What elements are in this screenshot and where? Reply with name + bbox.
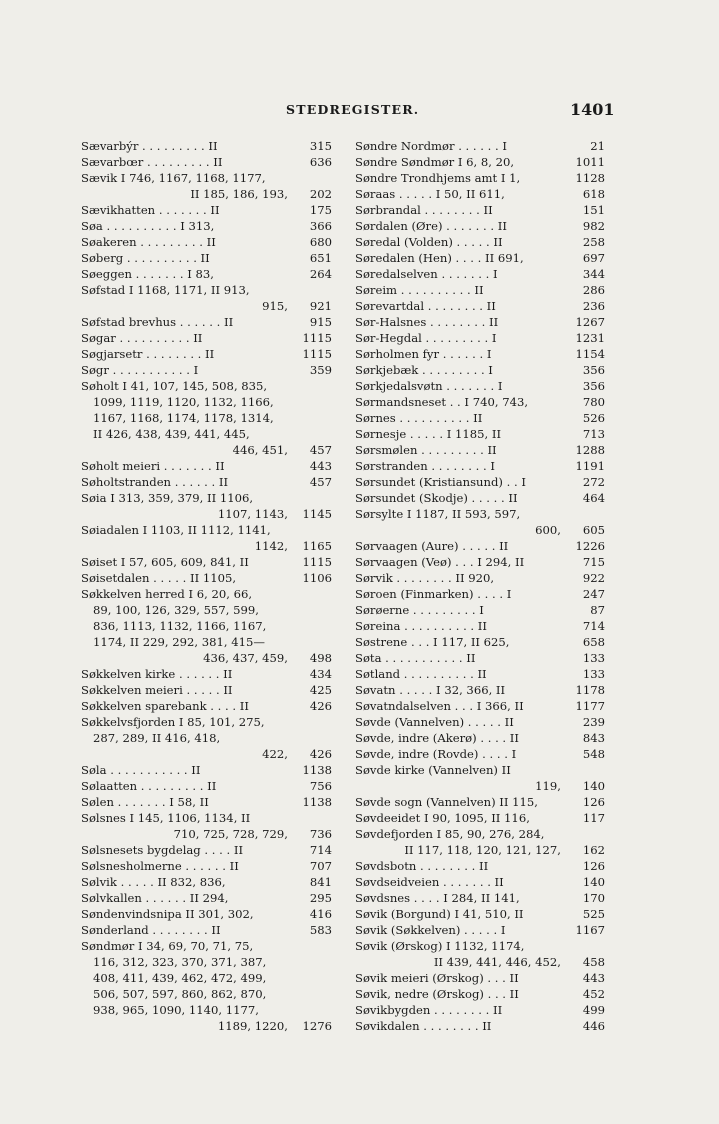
entry-headword-line: Søstrene . . . I 117, II 625,: [355, 635, 510, 649]
entry-page-ref: 452: [582, 987, 605, 1001]
entry-continuation-line: II 117, 118, 120, 121, 127,: [404, 843, 561, 857]
entry-continuation-line: 938, 965, 1090, 1140, 1177,: [93, 1003, 259, 1017]
index-entry: [355, 826, 605, 858]
entry-page-ref: 140: [582, 779, 605, 793]
entry-headword-line: Sørnes . . . . . . . . . . II: [355, 411, 483, 425]
entry-headword-line: Sørsylte I 1187, II 593, 597,: [355, 507, 521, 521]
entry-page-ref: 443: [582, 971, 605, 985]
index-column-left: [81, 138, 332, 1034]
entry-headword-line: Sølvik . . . . . II 832, 836,: [81, 875, 226, 889]
entry-headword-line: Søakeren . . . . . . . . . II: [81, 235, 216, 249]
entry-headword-line: Sørvaagen (Veø) . . . I 294, II: [355, 555, 525, 569]
index-entry: [355, 138, 605, 154]
entry-headword-line: Søholtstranden . . . . . . II: [81, 475, 229, 489]
entry-headword-line: Sævikhatten . . . . . . . II: [81, 203, 220, 217]
entry-page-ref: 915: [309, 315, 332, 329]
entry-continuation-line: II 439, 441, 446, 452,: [433, 955, 561, 969]
index-entry: [81, 378, 332, 458]
entry-headword-line: Søgr . . . . . . . . . . . I: [81, 363, 199, 377]
entry-headword-line: Sørkjedalsvøtn . . . . . . . I: [355, 379, 503, 393]
entry-headword-line: Søredalen (Hen) . . . . II 691,: [355, 251, 524, 265]
entry-page-ref: 1267: [575, 315, 605, 329]
entry-headword-line: Sævik I 746, 1167, 1168, 1177,: [81, 171, 266, 185]
entry-page-ref: 247: [582, 587, 605, 601]
entry-continuation-line: 1107, 1143,: [217, 507, 288, 521]
index-entry: [355, 490, 605, 506]
page-number: 1401: [570, 100, 615, 119]
entry-headword-line: Søvde (Vannelven) . . . . . II: [355, 715, 514, 729]
entry-headword-line: Sølvkallen . . . . . . II 294,: [81, 891, 229, 905]
entry-page-ref: 356: [582, 363, 605, 377]
index-entry: [81, 330, 332, 346]
entry-headword-line: Søfstad brevhus . . . . . . II: [81, 315, 234, 329]
entry-headword-line: Sørholmen fyr . . . . . . I: [355, 347, 492, 361]
entry-page-ref: 425: [309, 683, 332, 697]
index-entry: [355, 202, 605, 218]
index-entry: [355, 730, 605, 746]
entry-page-ref: 1178: [575, 683, 605, 697]
entry-page-ref: 446: [582, 1019, 605, 1033]
index-entry: [355, 938, 605, 970]
index-entry: [355, 218, 605, 234]
entry-headword-line: Søvatn . . . . . I 32, 366, II: [355, 683, 506, 697]
entry-headword-line: Søredal (Volden) . . . . . II: [355, 235, 503, 249]
entry-page-ref: 714: [309, 843, 332, 857]
index-entry: [81, 314, 332, 330]
entry-headword-line: Søiadalen I 1103, II 1112, 1141,: [81, 523, 271, 537]
entry-headword-line: Søvik meieri (Ørskog) . . . II: [355, 971, 519, 985]
entry-headword-line: Sør-Halsnes . . . . . . . . II: [355, 315, 499, 329]
index-entry: [81, 218, 332, 234]
index-entry: [81, 938, 332, 1034]
index-entry: [81, 682, 332, 698]
index-entry: [355, 170, 605, 186]
entry-continuation-line: 710, 725, 728, 729,: [173, 827, 288, 841]
entry-page-ref: 1115: [302, 555, 332, 569]
index-entry: [81, 266, 332, 282]
entry-page-ref: 356: [582, 379, 605, 393]
entry-page-ref: 464: [582, 491, 605, 505]
index-entry: [81, 458, 332, 474]
index-entry: [355, 410, 605, 426]
index-entry: [355, 554, 605, 570]
entry-headword-line: Søisetdalen . . . . . II 1105,: [81, 571, 237, 585]
entry-headword-line: Sævarbœr . . . . . . . . . II: [81, 155, 223, 169]
entry-continuation-line: 836, 1113, 1132, 1166, 1167,: [93, 619, 267, 633]
entry-page-ref: 295: [309, 891, 332, 905]
entry-headword-line: Søndenvindsnipa II 301, 302,: [81, 907, 254, 921]
entry-continuation-line: 436, 437, 459,: [203, 651, 288, 665]
entry-headword-line: Sørnesje . . . . . I 1185, II: [355, 427, 502, 441]
entry-page-ref: 1288: [575, 443, 605, 457]
index-entry: [355, 442, 605, 458]
entry-headword-line: Søvik, nedre (Ørskog) . . . II: [355, 987, 519, 1001]
entry-headword-line: Søvdseidveien . . . . . . . II: [355, 875, 504, 889]
entry-page-ref: 707: [309, 859, 332, 873]
entry-page-ref: 843: [582, 731, 605, 745]
entry-continuation-line: 1189, 1220,: [217, 1019, 288, 1033]
entry-headword-line: Søvdeeidet I 90, 1095, II 116,: [355, 811, 530, 825]
index-entry: [81, 362, 332, 378]
index-entry: [355, 890, 605, 906]
entry-page-ref: 921: [309, 299, 332, 313]
entry-headword-line: Søvdefjorden I 85, 90, 276, 284,: [355, 827, 545, 841]
entry-continuation-line: II 426, 438, 439, 441, 445,: [93, 427, 250, 441]
entry-headword-line: Sørvaagen (Aure) . . . . . II: [355, 539, 509, 553]
index-entry: [81, 154, 332, 170]
entry-headword-line: Søeggen . . . . . . . I 83,: [81, 267, 214, 281]
index-entry: [355, 250, 605, 266]
entry-page-ref: 426: [309, 747, 332, 761]
entry-headword-line: Søraas . . . . . I 50, II 611,: [355, 187, 505, 201]
entry-page-ref: 87: [590, 603, 605, 617]
entry-page-ref: 651: [309, 251, 332, 265]
entry-continuation-line: II 185, 186, 193,: [190, 187, 288, 201]
entry-headword-line: Søroen (Finmarken) . . . . I: [355, 587, 512, 601]
index-entry: [355, 810, 605, 826]
entry-headword-line: Søla . . . . . . . . . . . II: [81, 763, 201, 777]
entry-page-ref: 525: [582, 907, 605, 921]
index-entry: [355, 378, 605, 394]
entry-continuation-line: 1174, II 229, 292, 381, 415—: [93, 635, 265, 649]
index-entry: [81, 794, 332, 810]
entry-page-ref: 713: [582, 427, 605, 441]
entry-page-ref: 264: [309, 267, 332, 281]
entry-headword-line: Søvikbygden . . . . . . . . II: [355, 1003, 503, 1017]
entry-headword-line: Søberg . . . . . . . . . . II: [81, 251, 210, 265]
entry-page-ref: 1106: [302, 571, 332, 585]
entry-headword-line: Søvdsnes . . . . I 284, II 141,: [355, 891, 520, 905]
entry-headword-line: Søvde kirke (Vannelven) II: [355, 763, 511, 777]
index-entry: [355, 570, 605, 586]
entry-page-ref: 526: [582, 411, 605, 425]
entry-headword-line: Søholt I 41, 107, 145, 508, 835,: [81, 379, 268, 393]
entry-page-ref: 175: [309, 203, 332, 217]
entry-page-ref: 1167: [575, 923, 605, 937]
entry-headword-line: Søvatndalselven . . . I 366, II: [355, 699, 524, 713]
entry-page-ref: 162: [582, 843, 605, 857]
entry-headword-line: Sørvik . . . . . . . . II 920,: [355, 571, 495, 585]
entry-page-ref: 1128: [575, 171, 605, 185]
entry-headword-line: Sørsundet (Skodje) . . . . . II: [355, 491, 518, 505]
entry-page-ref: 658: [582, 635, 605, 649]
entry-page-ref: 583: [309, 923, 332, 937]
index-entry: [81, 522, 332, 554]
index-entry: [355, 586, 605, 602]
index-entry: [81, 170, 332, 202]
entry-page-ref: 618: [582, 187, 605, 201]
index-entry: [81, 474, 332, 490]
entry-page-ref: 498: [309, 651, 332, 665]
index-entry: [81, 810, 332, 842]
entry-continuation-line: 287, 289, II 416, 418,: [93, 731, 221, 745]
entry-page-ref: 1165: [302, 539, 332, 553]
index-entry: [81, 714, 332, 762]
entry-continuation-line: 506, 507, 597, 860, 862, 870,: [93, 987, 267, 1001]
entry-continuation-line: 1142,: [254, 539, 288, 553]
entry-headword-line: Søholt meieri . . . . . . . II: [81, 459, 225, 473]
entry-headword-line: Sølsnesets bygdelag . . . . II: [81, 843, 244, 857]
entry-page-ref: 457: [309, 475, 332, 489]
entry-page-ref: 133: [582, 667, 605, 681]
entry-headword-line: Søtland . . . . . . . . . . II: [355, 667, 487, 681]
index-entry: [355, 426, 605, 442]
entry-page-ref: 922: [582, 571, 605, 585]
index-entry: [355, 602, 605, 618]
index-entry: [355, 234, 605, 250]
index-entry: [355, 506, 605, 538]
index-entry: [81, 282, 332, 314]
entry-page-ref: 736: [309, 827, 332, 841]
index-entry: [355, 362, 605, 378]
entry-continuation-line: 600,: [535, 523, 561, 537]
entry-continuation-line: 1167, 1168, 1174, 1178, 1314,: [93, 411, 274, 425]
entry-continuation-line: 119,: [535, 779, 561, 793]
entry-headword-line: Søvde sogn (Vannelven) II 115,: [355, 795, 538, 809]
index-entry: [355, 762, 605, 794]
index-entry: [355, 858, 605, 874]
entry-page-ref: 1226: [575, 539, 605, 553]
entry-page-ref: 457: [309, 443, 332, 457]
entry-page-ref: 170: [582, 891, 605, 905]
entry-page-ref: 344: [582, 267, 605, 281]
entry-page-ref: 982: [582, 219, 605, 233]
index-entry: [81, 234, 332, 250]
index-entry: [355, 746, 605, 762]
entry-continuation-line: 1099, 1119, 1120, 1132, 1166,: [93, 395, 274, 409]
entry-page-ref: 359: [309, 363, 332, 377]
entry-headword-line: Søgjarsetr . . . . . . . . II: [81, 347, 215, 361]
index-entry: [355, 330, 605, 346]
index-entry: [81, 346, 332, 362]
index-entry: [355, 618, 605, 634]
entry-page-ref: 1145: [302, 507, 332, 521]
entry-page-ref: 202: [309, 187, 332, 201]
entry-page-ref: 605: [582, 523, 605, 537]
entry-page-ref: 426: [309, 699, 332, 713]
entry-page-ref: 1138: [302, 763, 332, 777]
entry-page-ref: 117: [582, 811, 605, 825]
entry-page-ref: 258: [582, 235, 605, 249]
entry-headword-line: Søndre Søndmør I 6, 8, 20,: [355, 155, 515, 169]
index-entry: [355, 394, 605, 410]
entry-headword-line: Sølsnes I 145, 1106, 1134, II: [81, 811, 251, 825]
entry-headword-line: Søia I 313, 359, 379, II 1106,: [81, 491, 254, 505]
entry-continuation-line: 408, 411, 439, 462, 472, 499,: [93, 971, 267, 985]
index-entry: [355, 698, 605, 714]
index-entry: [355, 906, 605, 922]
index-entry: [81, 490, 332, 522]
entry-page-ref: 780: [582, 395, 605, 409]
entry-continuation-line: 446, 451,: [232, 443, 288, 457]
entry-headword-line: Sør-Hegdal . . . . . . . . . I: [355, 331, 497, 345]
entry-page-ref: 714: [582, 619, 605, 633]
entry-headword-line: Sørkjebæk . . . . . . . . . I: [355, 363, 493, 377]
index-entry: [81, 906, 332, 922]
index-entry: [355, 314, 605, 330]
entry-page-ref: 21: [590, 139, 605, 153]
index-entry: [81, 922, 332, 938]
index-entry: [355, 474, 605, 490]
entry-headword-line: Søa . . . . . . . . . . I 313,: [81, 219, 215, 233]
entry-page-ref: 239: [582, 715, 605, 729]
entry-page-ref: 756: [309, 779, 332, 793]
index-entry: [355, 682, 605, 698]
entry-headword-line: Søkkelven herred I 6, 20, 66,: [81, 587, 253, 601]
index-entry: [355, 154, 605, 170]
index-entry: [81, 778, 332, 794]
index-entry: [355, 538, 605, 554]
index-entry: [355, 874, 605, 890]
index-entry: [355, 922, 605, 938]
index-entry: [355, 282, 605, 298]
entry-headword-line: Sørøerne . . . . . . . . . I: [355, 603, 484, 617]
running-title: STEDREGISTER.: [286, 102, 420, 117]
entry-page-ref: 416: [309, 907, 332, 921]
entry-headword-line: Søkkelven kirke . . . . . . II: [81, 667, 233, 681]
index-entry: [81, 762, 332, 778]
index-entry: [355, 186, 605, 202]
entry-headword-line: Sølsnesholmerne . . . . . . II: [81, 859, 239, 873]
entry-headword-line: Sørsmølen . . . . . . . . . II: [355, 443, 497, 457]
entry-headword-line: Søvik (Søkkelven) . . . . . I: [355, 923, 506, 937]
entry-headword-line: Søkkelven meieri . . . . . II: [81, 683, 233, 697]
entry-headword-line: Sørstranden . . . . . . . . I: [355, 459, 495, 473]
entry-page-ref: 434: [309, 667, 332, 681]
entry-page-ref: 286: [582, 283, 605, 297]
page-header: [0, 100, 719, 124]
index-entry: [81, 250, 332, 266]
entry-headword-line: Sølen . . . . . . . I 58, II: [81, 795, 209, 809]
index-entry: [355, 986, 605, 1002]
entry-page-ref: 680: [309, 235, 332, 249]
entry-page-ref: 548: [582, 747, 605, 761]
entry-headword-line: Søndmør I 34, 69, 70, 71, 75,: [81, 939, 254, 953]
entry-page-ref: 458: [582, 955, 605, 969]
entry-page-ref: 697: [582, 251, 605, 265]
entry-page-ref: 236: [582, 299, 605, 313]
entry-page-ref: 1276: [302, 1019, 332, 1033]
index-column-right: [355, 138, 605, 1034]
index-entry: [355, 298, 605, 314]
entry-headword-line: Søreim . . . . . . . . . . II: [355, 283, 484, 297]
index-entry: [355, 794, 605, 810]
entry-headword-line: Søvde, indre (Akerø) . . . . II: [355, 731, 519, 745]
entry-headword-line: Søndre Nordmør . . . . . . I: [355, 139, 507, 153]
entry-page-ref: 1011: [575, 155, 605, 169]
entry-headword-line: Søkkelvsfjorden I 85, 101, 275,: [81, 715, 265, 729]
index-entry: [81, 586, 332, 666]
entry-headword-line: Søvikdalen . . . . . . . . II: [355, 1019, 492, 1033]
entry-page-ref: 133: [582, 651, 605, 665]
index-entry: [81, 890, 332, 906]
entry-page-ref: 140: [582, 875, 605, 889]
index-entry: [355, 458, 605, 474]
entry-page-ref: 315: [309, 139, 332, 153]
entry-headword-line: Søiset I 57, 605, 609, 841, II: [81, 555, 249, 569]
index-entry: [355, 650, 605, 666]
entry-headword-line: Sørevartdal . . . . . . . . II: [355, 299, 496, 313]
index-entry: [81, 554, 332, 570]
entry-headword-line: Søvik (Ørskog) I 1132, 1174,: [355, 939, 525, 953]
entry-headword-line: Søkkelven sparebank . . . . II: [81, 699, 249, 713]
index-entry: [81, 698, 332, 714]
index-entry: [355, 970, 605, 986]
entry-headword-line: Søta . . . . . . . . . . . II: [355, 651, 476, 665]
index-entry: [81, 666, 332, 682]
entry-page-ref: 1115: [302, 331, 332, 345]
entry-page-ref: 1154: [575, 347, 605, 361]
entry-page-ref: 636: [309, 155, 332, 169]
entry-page-ref: 366: [309, 219, 332, 233]
entry-headword-line: Sørdalen (Øre) . . . . . . . II: [355, 219, 507, 233]
entry-page-ref: 1191: [575, 459, 605, 473]
index-entry: [355, 1002, 605, 1018]
index-entry: [81, 874, 332, 890]
entry-headword-line: Sønderland . . . . . . . . II: [81, 923, 221, 937]
entry-headword-line: Sørmandsneset . . I 740, 743,: [355, 395, 529, 409]
entry-page-ref: 126: [582, 859, 605, 873]
entry-headword-line: Sølaatten . . . . . . . . . II: [81, 779, 217, 793]
index-entry: [81, 842, 332, 858]
index-entry: [355, 714, 605, 730]
index-entry: [81, 138, 332, 154]
index-entry: [355, 1018, 605, 1034]
index-entry: [81, 202, 332, 218]
entry-continuation-line: 422,: [262, 747, 288, 761]
entry-headword-line: Søvde, indre (Rovde) . . . . I: [355, 747, 517, 761]
entry-headword-line: Søgar . . . . . . . . . . II: [81, 331, 203, 345]
index-entry: [355, 634, 605, 650]
entry-headword-line: Søfstad I 1168, 1171, II 913,: [81, 283, 250, 297]
entry-continuation-line: 915,: [262, 299, 288, 313]
entry-headword-line: Sørbrandal . . . . . . . . II: [355, 203, 493, 217]
entry-headword-line: Søreina . . . . . . . . . . II: [355, 619, 487, 633]
entry-page-ref: 272: [582, 475, 605, 489]
entry-headword-line: Søvik (Borgund) I 41, 510, II: [355, 907, 524, 921]
entry-headword-line: Sævarbýr . . . . . . . . . II: [81, 139, 218, 153]
index-entry: [81, 570, 332, 586]
entry-page-ref: 126: [582, 795, 605, 809]
entry-page-ref: 1177: [575, 699, 605, 713]
index-entry: [355, 346, 605, 362]
entry-page-ref: 1231: [575, 331, 605, 345]
index-entry: [355, 266, 605, 282]
entry-page-ref: 841: [309, 875, 332, 889]
entry-page-ref: 1138: [302, 795, 332, 809]
entry-page-ref: 715: [582, 555, 605, 569]
index-entry: [81, 858, 332, 874]
index-entry: [355, 666, 605, 682]
entry-page-ref: 151: [582, 203, 605, 217]
entry-page-ref: 499: [582, 1003, 605, 1017]
entry-continuation-line: 89, 100, 126, 329, 557, 599,: [93, 603, 259, 617]
entry-headword-line: Søndre Trondhjems amt I 1,: [355, 171, 521, 185]
entry-page-ref: 1115: [302, 347, 332, 361]
entry-continuation-line: 116, 312, 323, 370, 371, 387,: [93, 955, 267, 969]
entry-headword-line: Søredalselven . . . . . . . I: [355, 267, 498, 281]
entry-headword-line: Søvdsbotn . . . . . . . . II: [355, 859, 489, 873]
entry-headword-line: Sørsundet (Kristiansund) . . I: [355, 475, 526, 489]
entry-page-ref: 443: [309, 459, 332, 473]
